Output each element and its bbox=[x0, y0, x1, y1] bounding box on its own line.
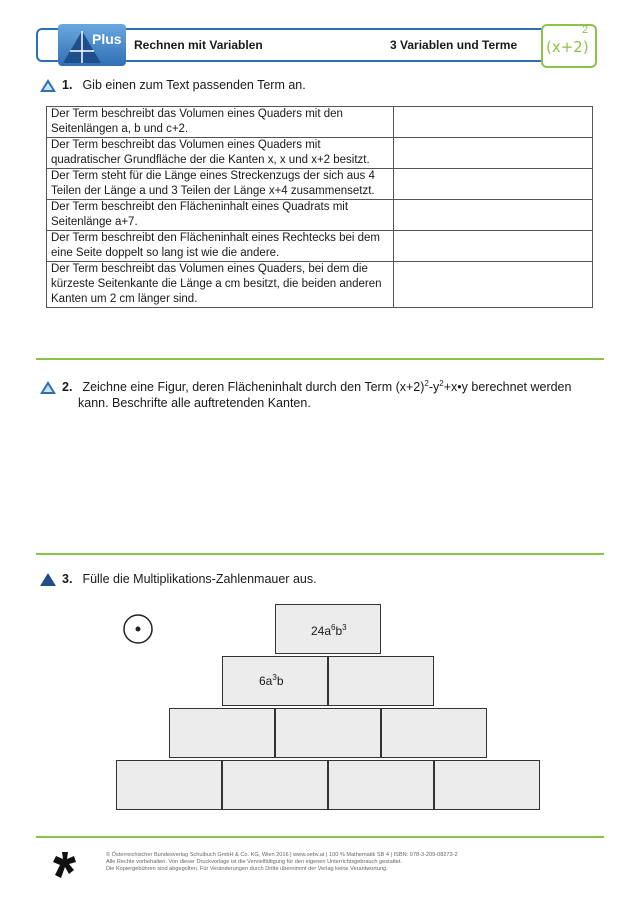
term-description: Der Term beschreibt das Volumen eines Quaders, bei dem die kürzeste Seitenkante die Länge a cm besitzt, die beiden anderen Kanten um 2 cm länger sind. bbox=[47, 262, 394, 308]
task-number: 1. bbox=[62, 78, 73, 92]
term-description: Der Term beschreibt das Volumen eines Quaders mit quadratischer Grundfläche der die Kanten x, x und x+2 besitzt. bbox=[47, 138, 394, 169]
top-brick-value: $24a^6b^3$ bbox=[311, 623, 347, 638]
answer-cell[interactable] bbox=[394, 169, 593, 200]
footer-rights: Alle Rechte vorbehalten. Von dieser Druckvorlage ist die Vervielfältigung für den eigenen Unterrichtsgebrauch gestattet. bbox=[106, 859, 403, 865]
section-divider bbox=[36, 836, 604, 838]
term-table bbox=[46, 106, 593, 308]
drawing-area[interactable] bbox=[40, 410, 600, 550]
second-row-value: $6a^3b$ bbox=[259, 673, 284, 688]
task-instruction: Zeichne eine Figur, deren Flächeninhalt durch den Term (x+2) bbox=[82, 380, 425, 395]
footer-disclaimer: Die Kopiergebühren sind abgegolten. Für Veränderungen durch Dritte übernimmt der Verlag keine Verantwortung. bbox=[106, 866, 388, 872]
wall-brick[interactable] bbox=[328, 656, 434, 706]
wall-brick[interactable] bbox=[116, 760, 222, 810]
task-number: 2. bbox=[62, 380, 73, 395]
answer-cell[interactable] bbox=[394, 262, 593, 308]
section-divider bbox=[36, 358, 604, 360]
target-icon bbox=[122, 613, 154, 645]
logo-label: Plus bbox=[92, 31, 122, 47]
wall-brick[interactable] bbox=[381, 708, 487, 758]
wall-brick[interactable] bbox=[275, 708, 381, 758]
task-1-heading bbox=[40, 78, 306, 92]
table-row bbox=[47, 200, 593, 231]
exponent: 2 bbox=[439, 379, 444, 388]
table-row bbox=[47, 231, 593, 262]
wall-brick[interactable] bbox=[222, 760, 328, 810]
task-number: 3. bbox=[62, 572, 73, 586]
table-row bbox=[47, 107, 593, 138]
table-row bbox=[47, 262, 593, 308]
answer-cell[interactable] bbox=[394, 231, 593, 262]
table-row bbox=[47, 169, 593, 200]
section-title: 3 Variablen und Terme bbox=[390, 38, 518, 52]
badge-formula: (x+2) bbox=[546, 38, 589, 56]
section-divider bbox=[36, 553, 604, 555]
difficulty-icon bbox=[40, 79, 56, 92]
task-instruction: -y bbox=[428, 380, 440, 395]
answer-cell[interactable] bbox=[394, 107, 593, 138]
task-instruction: Gib einen zum Text passenden Term an. bbox=[82, 78, 306, 92]
term-description: Der Term beschreibt den Flächeninhalt eines Quadrats mit Seitenlänge a+7. bbox=[47, 200, 394, 231]
difficulty-icon bbox=[40, 381, 56, 394]
wall-brick[interactable] bbox=[434, 760, 540, 810]
publisher-logo-icon bbox=[52, 850, 78, 880]
term-description: Der Term beschreibt das Volumen eines Quaders mit den Seitenlängen a, b und c+2. bbox=[47, 107, 394, 138]
answer-cell[interactable] bbox=[394, 200, 593, 231]
footer-copyright: © Österreichischer Bundesverlag Schulbuch GmbH & Co. KG, Wien 2016 | www.oebv.at | 100 % Mathematik SB 4 | ISBN: 978-3-209-08273-2 bbox=[106, 852, 458, 858]
difficulty-icon bbox=[40, 573, 56, 586]
task-instruction-line2: kann. Beschrifte alle auftretenden Kanten. bbox=[78, 396, 311, 411]
task-3-heading bbox=[40, 572, 317, 586]
exponent: 2 bbox=[424, 379, 429, 388]
chapter-title: Rechnen mit Variablen bbox=[134, 38, 263, 52]
answer-cell[interactable] bbox=[394, 138, 593, 169]
task-instruction: +x•y berechnet werden bbox=[443, 380, 572, 395]
task-instruction: Fülle die Multiplikations-Zahlenmauer aus. bbox=[82, 572, 317, 586]
wall-brick[interactable] bbox=[169, 708, 275, 758]
term-description: Der Term steht für die Länge eines Streckenzugs der sich aus 4 Teilen der Länge a und 3 Teilen der Länge x+4 zusammensetzt. bbox=[47, 169, 394, 200]
term-description: Der Term beschreibt den Flächeninhalt eines Rechtecks bei dem eine Seite doppelt so lang ist wie die andere. bbox=[47, 231, 394, 262]
wall-brick[interactable] bbox=[328, 760, 434, 810]
badge-exponent: 2 bbox=[582, 24, 589, 36]
task-2-heading bbox=[40, 376, 571, 411]
table-row bbox=[47, 138, 593, 169]
